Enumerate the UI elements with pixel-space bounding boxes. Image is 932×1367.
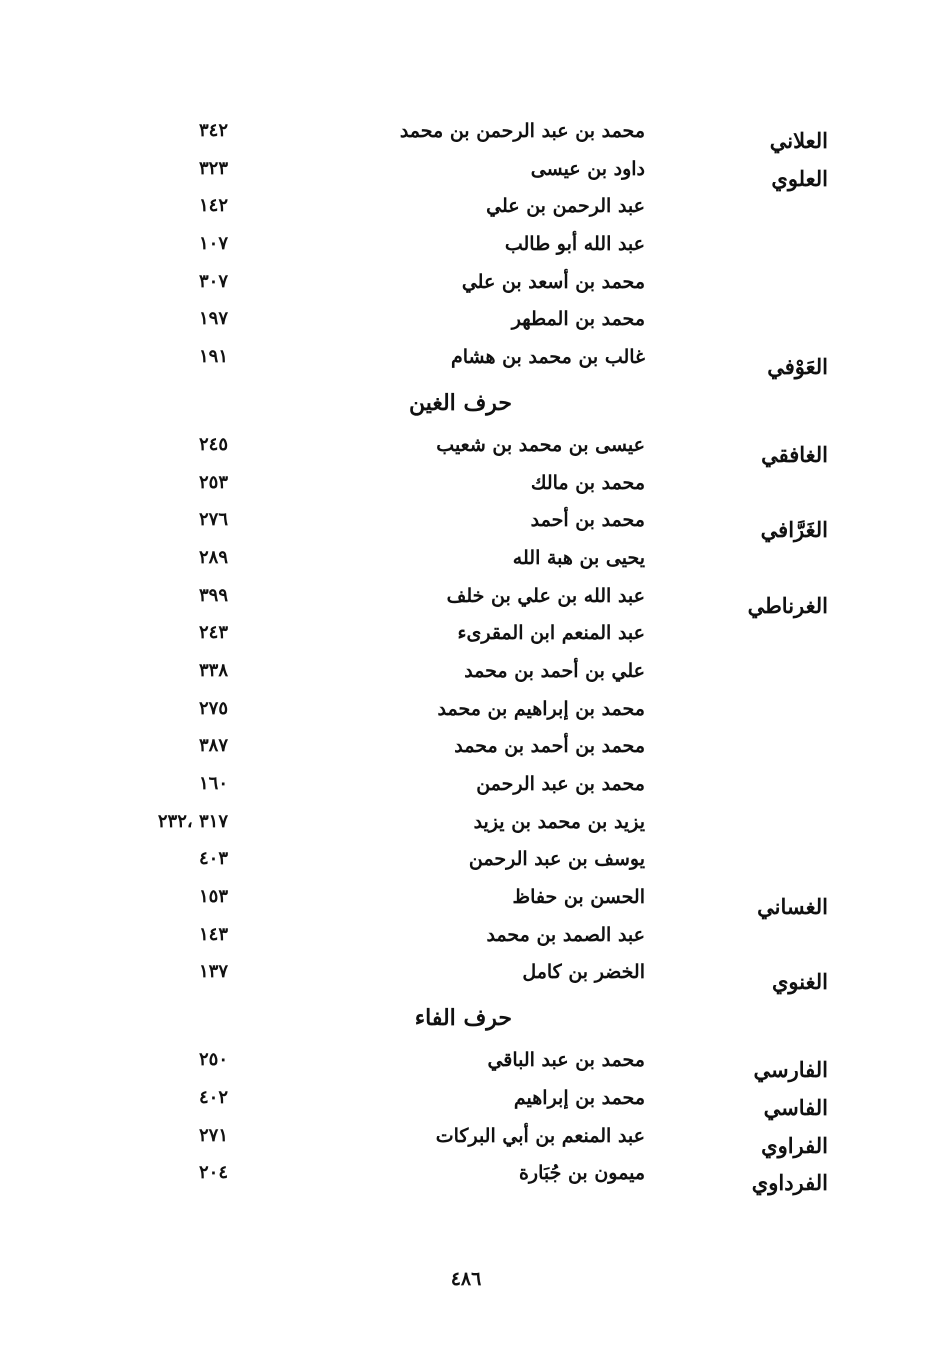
- index-row: [0, 809, 932, 847]
- nisba-label: الغنوي: [772, 969, 828, 995]
- index-row: [0, 1123, 932, 1161]
- index-row: [0, 344, 932, 382]
- letter-section-heading: [0, 997, 932, 1047]
- person-name: الخضر بن كامل: [522, 961, 645, 984]
- index-row: [0, 545, 932, 583]
- person-name: محمد بن إبراهيم: [513, 1086, 645, 1109]
- person-name: غالب بن محمد بن هشام: [450, 346, 645, 369]
- section-title-fa: حرف الفاء: [414, 1005, 512, 1032]
- page-refs: ١٤٢: [198, 195, 228, 217]
- page-refs: ١٦٠: [198, 773, 228, 794]
- page-refs: ٢٠٤: [198, 1162, 228, 1184]
- page-refs: ٣٤٢: [198, 120, 228, 141]
- person-name: محمد بن إبراهيم بن محمد: [437, 697, 645, 720]
- person-name: يزيد بن محمد بن يزيد: [473, 810, 645, 833]
- index-row: [0, 231, 932, 269]
- person-name: محمد بن أسعد بن علي: [461, 270, 645, 293]
- index-list: [0, 118, 932, 1198]
- page-refs: ١٥٣: [198, 886, 228, 908]
- index-row: [0, 432, 932, 470]
- page-refs: ٢٧٥: [198, 697, 228, 719]
- person-name: عيسى بن محمد بن شعيب: [436, 433, 645, 456]
- index-row: [0, 1160, 932, 1198]
- page-refs: ٣٠٧: [198, 270, 228, 292]
- nisba-label: الغرناطي: [747, 592, 828, 618]
- person-name: الحسن بن حفاظ: [512, 886, 645, 909]
- index-row: [0, 922, 932, 960]
- page-refs: ٣١٧ ،٢٣٢: [157, 810, 228, 832]
- page-refs: ٣٣٨: [198, 659, 228, 681]
- person-name: محمد بن عبد الرحمن: [476, 773, 645, 795]
- page-refs: ٣٨٧: [198, 735, 228, 757]
- nisba-label: الغَرَّافي: [760, 517, 828, 543]
- person-name: داود بن عيسى: [530, 157, 645, 180]
- index-row: [0, 884, 932, 922]
- person-name: يوسف بن عبد الرحمن: [468, 848, 645, 871]
- nisba-label: الفاسي: [763, 1094, 828, 1120]
- person-name: يحيى بن هبة الله: [512, 546, 645, 569]
- person-name: محمد بن أحمد بن محمد: [454, 735, 645, 758]
- person-name: محمد بن المطهر: [511, 308, 645, 331]
- nisba-label: العَوْفي: [767, 354, 828, 380]
- nisba-label: الغساني: [757, 894, 828, 920]
- page-refs: ٣٩٩: [198, 584, 228, 606]
- index-row: [0, 193, 932, 231]
- page-refs: ٤٠٢: [198, 1086, 228, 1108]
- person-name: ميمون بن جُبَارة: [518, 1162, 645, 1185]
- index-row: [0, 620, 932, 658]
- nisba-label: الفرداوي: [751, 1170, 828, 1196]
- index-row: [0, 118, 932, 156]
- index-row: [0, 306, 932, 344]
- person-name: عبد المنعم ابن المقرىء: [457, 622, 645, 645]
- page-refs: ١٤٣: [198, 923, 228, 945]
- index-row: [0, 1085, 932, 1123]
- nisba-label: الغافقي: [761, 441, 828, 467]
- person-name: عبد الله بن علي بن خلف: [446, 584, 645, 607]
- section-title-ghain: حرف الغين: [408, 389, 512, 416]
- person-name: علي بن أحمد بن محمد: [464, 659, 645, 682]
- index-row: [0, 771, 932, 809]
- page-refs: ٢٤٣: [198, 622, 228, 644]
- nisba-label: الفراوي: [761, 1132, 828, 1158]
- page-refs: ٢٥٣: [198, 471, 228, 493]
- index-row: [0, 696, 932, 734]
- index-row: [0, 959, 932, 997]
- page-refs: ٣٢٣: [198, 157, 228, 179]
- index-row: [0, 156, 932, 194]
- index-row: [0, 658, 932, 696]
- nisba-label: الفارسي: [753, 1057, 828, 1083]
- page-refs: ٢٤٥: [198, 433, 228, 455]
- person-name: عبد الله أبو طالب: [504, 233, 645, 256]
- nisba-label: العلاني: [769, 128, 828, 153]
- page-refs: ١٣٧: [198, 961, 228, 983]
- person-name: محمد بن أحمد: [530, 509, 645, 532]
- page-refs: ١٩١: [198, 346, 228, 368]
- index-row: [0, 846, 932, 884]
- person-name: محمد بن مالك: [530, 471, 645, 494]
- page-refs: ٢٧٦: [198, 509, 228, 531]
- index-row: [0, 733, 932, 771]
- page-refs: ٢٨٩: [198, 546, 228, 568]
- page-refs: ٢٧١: [198, 1124, 228, 1146]
- person-name: عبد المنعم بن أبي البركات: [435, 1124, 645, 1147]
- page-number: ٤٨٦: [450, 1268, 482, 1290]
- page-refs: ١٠٧: [198, 233, 228, 255]
- letter-section-heading: [0, 382, 932, 432]
- person-name: عبد الصمد بن محمد: [486, 923, 645, 946]
- person-name: محمد بن عبد الرحمن بن محمد: [399, 120, 645, 142]
- person-name: محمد بن عبد الباقي: [487, 1049, 645, 1072]
- index-row: [0, 1047, 932, 1085]
- index-row: [0, 269, 932, 307]
- page-refs: ٢٥٠: [198, 1049, 228, 1071]
- nisba-label: العلوي: [771, 165, 828, 191]
- page-refs: ٤٠٣: [198, 848, 228, 870]
- index-row: [0, 470, 932, 508]
- page-refs: ١٩٧: [198, 308, 228, 330]
- index-row: [0, 507, 932, 545]
- person-name: عبد الرحمن بن علي: [486, 195, 645, 218]
- index-row: [0, 583, 932, 621]
